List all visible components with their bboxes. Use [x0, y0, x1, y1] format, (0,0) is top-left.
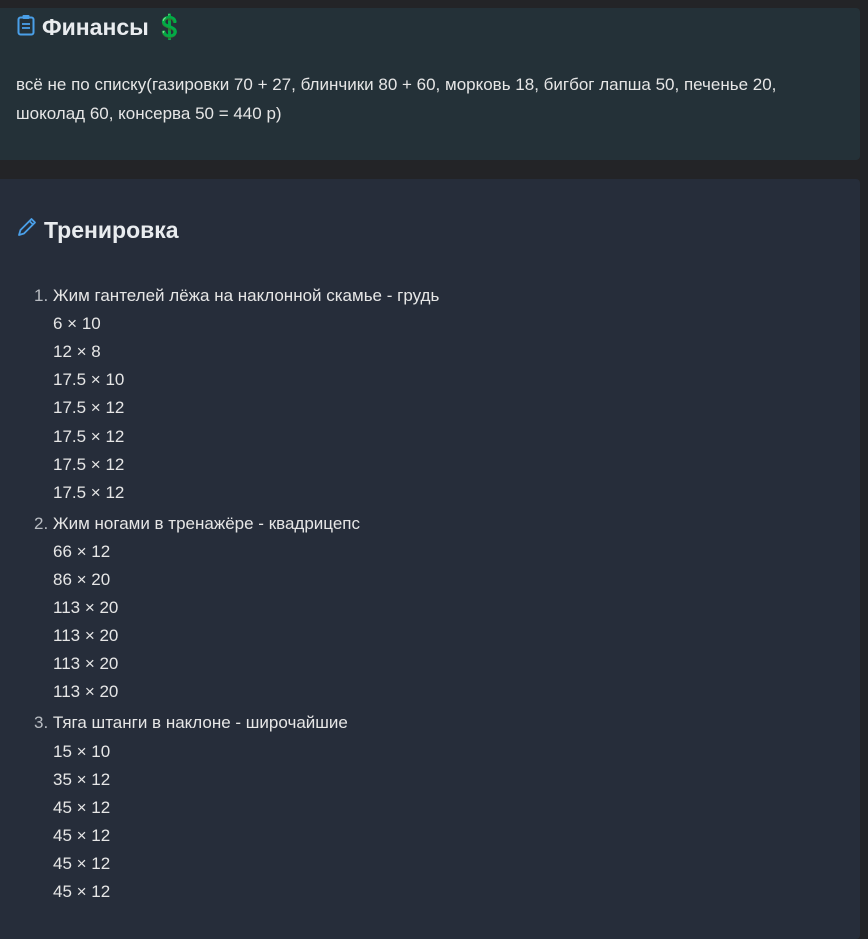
set-row: 45 × 12 [53, 882, 111, 901]
set-row: 6 × 10 [53, 314, 101, 333]
finance-heading [16, 13, 185, 42]
workout-card [0, 179, 860, 939]
clipboard-icon [16, 14, 36, 42]
set-row: 15 × 10 [53, 742, 111, 761]
set-row: 17.5 × 12 [53, 483, 125, 502]
set-row: 113 × 20 [53, 626, 119, 645]
set-row: 113 × 20 [53, 598, 119, 617]
finance-note: всё не по списку(газировки 70 + 27, блинчики 80 + 60, морковь 18, бигбог лапша 50, печенье 20, шоколад 60, консерва 50 = 440 р) [16, 75, 777, 123]
set-row: 17.5 × 12 [53, 427, 125, 446]
exercise-title [34, 709, 348, 737]
set-row: 86 × 20 [53, 570, 111, 589]
pencil-icon [16, 216, 38, 244]
dollar-icon: 💲 [154, 14, 185, 41]
set-row: 12 × 8 [53, 342, 101, 361]
set-row: 17.5 × 12 [53, 455, 125, 474]
exercise-number: 2. [34, 514, 49, 533]
exercise-name: Тяга штанги в наклоне - широчайшие [52, 713, 348, 732]
exercise-number: 1. [34, 286, 49, 305]
exercise-title [34, 510, 360, 538]
workout-heading [16, 216, 179, 244]
set-row: 45 × 12 [53, 854, 111, 873]
exercise-number: 3. [34, 713, 49, 732]
workout-title: Тренировка [44, 216, 179, 243]
set-row: 17.5 × 12 [53, 398, 125, 417]
set-row: 45 × 12 [53, 798, 111, 817]
exercise-name: Жим гантелей лёжа на наклонной скамье - грудь [52, 286, 440, 305]
set-row: 45 × 12 [53, 826, 111, 845]
set-row: 17.5 × 10 [53, 370, 125, 389]
exercise-title [34, 282, 439, 310]
set-row: 66 × 12 [53, 542, 111, 561]
set-row: 113 × 20 [53, 682, 119, 701]
set-row: 113 × 20 [53, 654, 119, 673]
finance-card [0, 8, 860, 160]
set-row: 35 × 12 [53, 770, 111, 789]
finance-title: Финансы [42, 14, 149, 40]
exercise-name: Жим ногами в тренажёре - квадрицепс [52, 514, 361, 533]
